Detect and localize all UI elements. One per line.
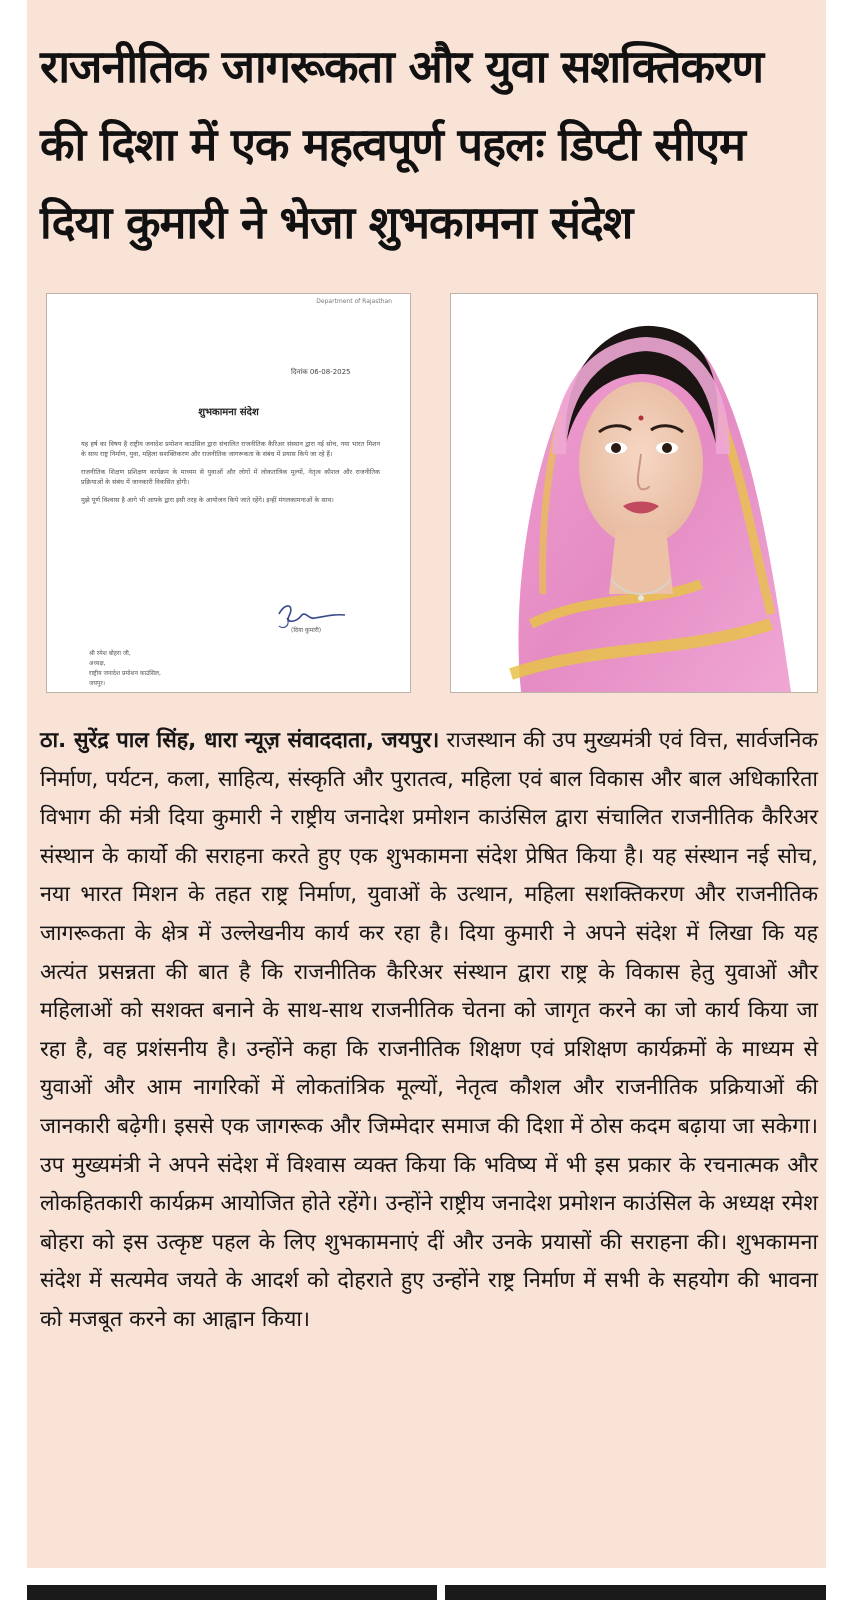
headline-line-1: राजनीतिक जागरूकता और युवा सशक्तिकरण (40, 40, 763, 93)
article-text: राजस्थान की उप मुख्यमंत्री एवं वित्त, सार्वजनिक निर्माण, पर्यटन, कला, साहित्य, संस्कृति और पुरातत्व, महिला एवं बाल विकास और बाल अधिकारिता विभाग की मंत्री दिया कुमारी ने राष्ट्रीय जनादेश प्रमोशन काउंसिल द्वारा संचालित राजनीतिक कैरिअर संस्थान के कार्यो की सराहना करते हुए एक शुभकामना संदेश प्रेषित किया है। यह संस्थान नई सोच, नया भारत मिशन के तहत राष्ट्र निर्माण, युवाओं के उत्थान, महिला सशक्तिकरण और राजनीतिक जागरूकता के क्षेत्र में उल्लेखनीय कार्य कर रहा है। दिया कुमारी ने अपने संदेश में लिखा कि यह अत्यंत प्रसन्नता की बात है कि राजनीतिक कैरिअर संस्थान द्वारा राष्ट्र के विकास हेतु युवाओं और महिलाओं को सशक्त बनाने के साथ-साथ राजनीतिक चेतना को जागृत करने का जो कार्य किया जा रहा है, वह प्रशंसनीय है। उन्होंने कहा कि राजनीतिक शिक्षण एवं प्रशिक्षण कार्यक्रमों के माध्यम से युवाओं और आम नागरिकों में लोकतांत्रिक मूल्यों, नेतृत्व कौशल और राजनीतिक प्रक्रियाओं की जानकारी बढ़ेगी। इससे एक जागरूक और जिम्मेदार समाज की दिशा में ठोस कदम बढ़ाया जा सकेगा। उप मुख्यमंत्री ने अपने संदेश में विश्वास व्यक्त किया कि भविष्य में भी इस प्रकार के रचनात्मक और लोकहितकारी कार्यक्रम आयोजित होते रहेंगे। उन्होंने राष्ट्रीय जनादेश प्रमोशन काउंसिल के अध्यक्ष रमेश बोहरा को इस उत्कृष्ट पहल के लिए शुभकामनाएं दीं और उनके प्रयासों की सराहना की। शुभकामना संदेश में सत्यमेव जयते के आदर्श को दोहराते हुए उन्होंने राष्ट्र निर्माण में सभी के सहयोग की भावना को मजबूत करने का आह्वान किया। (40, 728, 819, 1332)
letter-address-line: अध्यक्ष, (89, 660, 106, 667)
portrait-photo (450, 293, 818, 693)
article-byline: ठा. सुरेंद्र पाल सिंह, धारा न्यूज़ संवाददाता, जयपुर। (40, 728, 440, 753)
headline-line-2: की दिशा में एक महत्वपूर्ण पहलः डिप्टी सीएम (40, 118, 745, 171)
letter-signatory: (दिया कुमारी) (291, 627, 322, 634)
letter-address-line: जयपुर। (89, 680, 106, 687)
letter-address-line: श्री रमेश बोहरा जी, (89, 650, 131, 657)
greeting-letter-image (46, 293, 411, 693)
letter-paragraph: मुझे पूर्ण विश्वास है आगे भी आपके द्वारा इसी तरह के आयोजन किये जाते रहेंगे। इन्हीं मंगलकामनाओं के साथ। (81, 496, 334, 504)
letter-paragraph: राजनीतिक शिक्षण प्रशिक्षण कार्यक्रम के माध्यम से युवाओं और लोगों में लोकतांत्रिक मूल्यों, नेतृत्व कौशल और राजनीतिक प्रक्रियाओं के संबंध में जानकारी विकसित होगी। (81, 468, 380, 486)
letter-department: Department of Rajasthan (316, 298, 392, 305)
portrait-illustration (451, 294, 817, 692)
letter-body (81, 439, 380, 513)
next-article-banner (27, 1585, 437, 1600)
signature-icon (271, 596, 351, 636)
letter-date: दिनांक 06-08-2025 (291, 368, 351, 376)
letter-address (89, 649, 161, 689)
article-body (40, 722, 818, 1340)
headline (40, 28, 810, 262)
next-article-banner (445, 1585, 826, 1600)
letter-title: शुभकामना संदेश (198, 407, 259, 418)
headline-line-3: दिया कुमारी ने भेजा शुभकामना संदेश (40, 196, 633, 249)
letter-address-line: राष्ट्रीय जनादेश प्रमोशन काउंसिल, (89, 670, 161, 677)
letter-paragraph: यह हर्ष का विषय है राष्ट्रीय जनादेश प्रमोशन काउंसिल द्वारा संचालित राजनीतिक कैरिअर संस्थान द्वारा नई सोच, नया भारत मिशन के साथ राष्ट्र निर्माण, युवा, महिला सशक्तिकरण और राजनीतिक जागरूकता के संबंध में प्रयास किये जा रहे हैं। (81, 440, 380, 458)
